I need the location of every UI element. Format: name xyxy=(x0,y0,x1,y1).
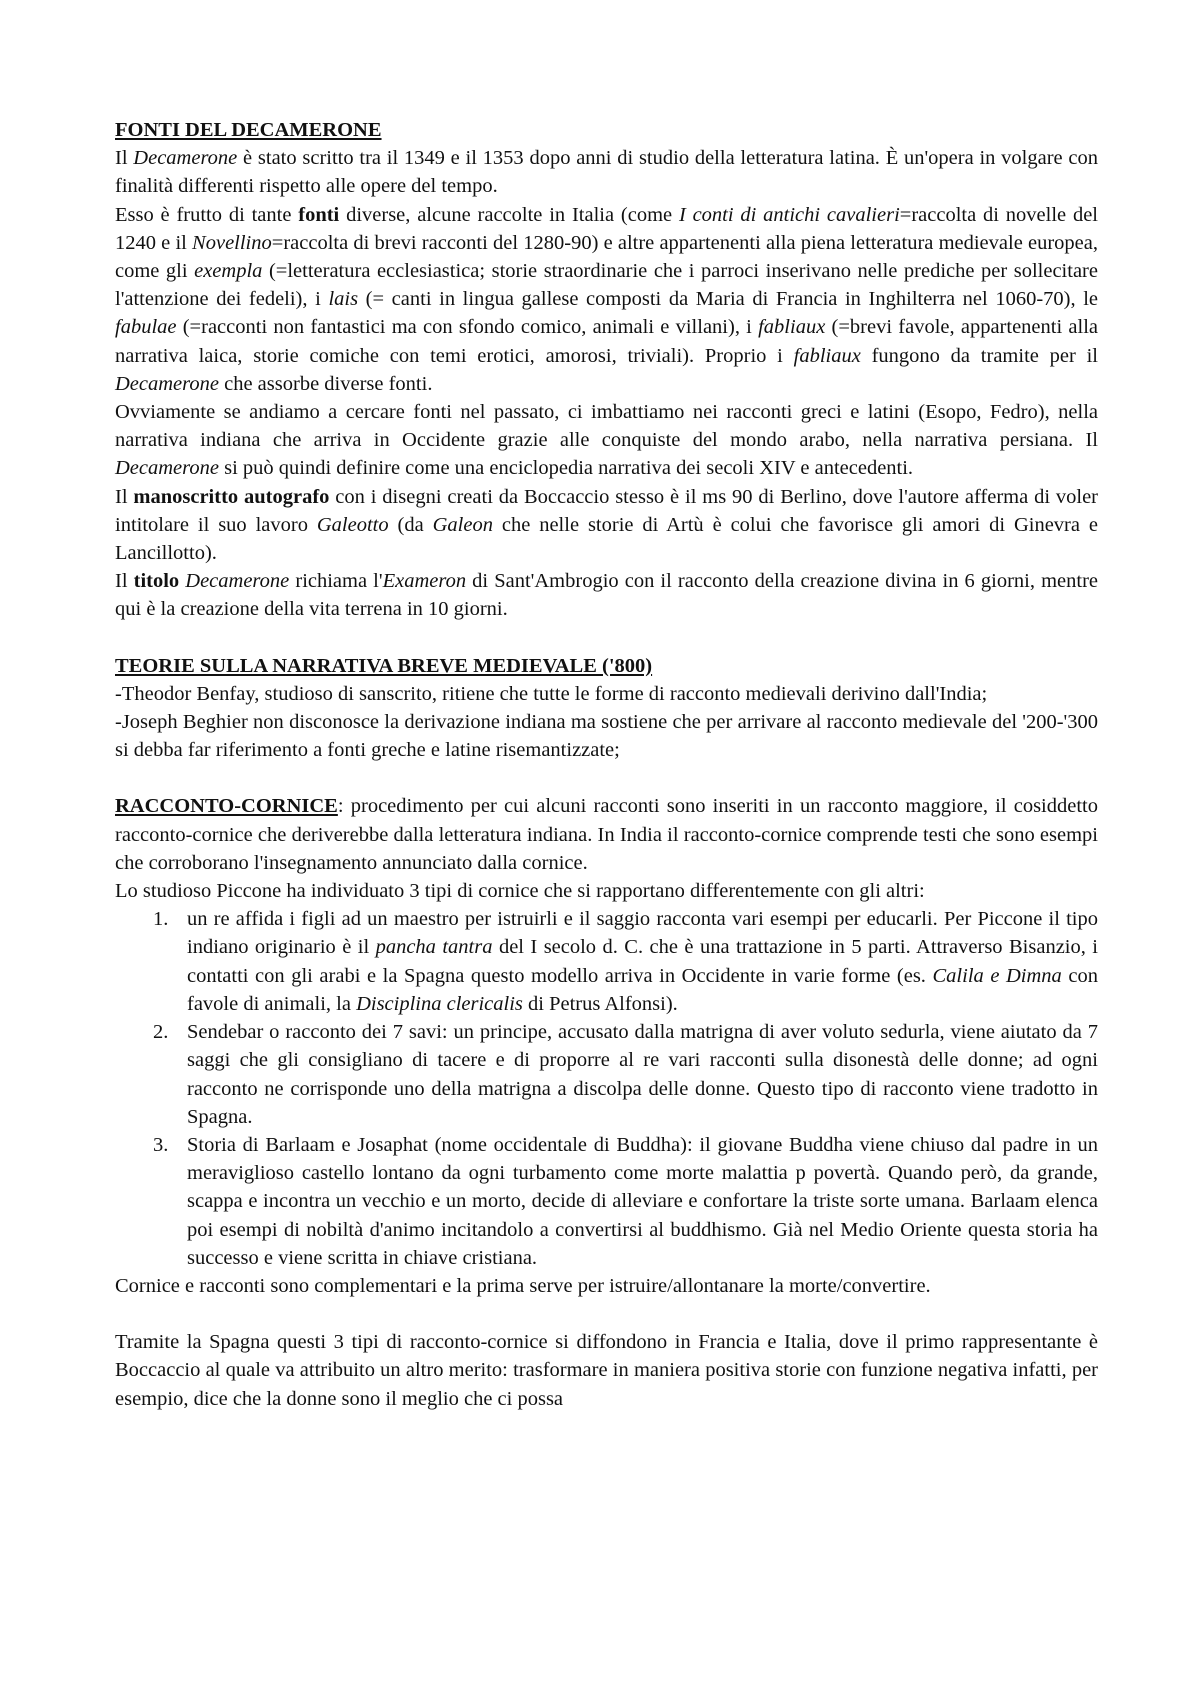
heading-teorie-narrativa: TEORIE SULLA NARRATIVA BREVE MEDIEVALE ('800) xyxy=(115,654,653,677)
text-run: =raccolta di brevi racconti del 1280-90) e altre appartenenti alla piena letteratura medievale europea, come gli xyxy=(115,231,1098,283)
paragraph xyxy=(115,483,1098,568)
heading-racconto-cornice: RACCONTO-CORNICE xyxy=(115,795,338,818)
italic-text: Decamerone xyxy=(115,372,219,395)
italic-text: pancha tantra xyxy=(375,936,493,959)
bold-text: manoscritto autografo xyxy=(133,485,330,508)
list-number: 2. xyxy=(153,1021,169,1044)
text-run: (=racconti non fantastici ma con sfondo comico, animali e villani), i xyxy=(176,316,759,339)
text-run: di Sant'Ambrogio con il racconto della creazione divina in 6 giorni, mentre qui è la creazione della vita terrena in 10 giorni. xyxy=(115,570,1099,621)
text-run: di Petrus Alfonsi). xyxy=(522,992,678,1015)
italic-text: fabliaux xyxy=(758,316,826,339)
list-item-text xyxy=(187,1134,1098,1269)
text-run: Il xyxy=(115,570,134,593)
paragraph xyxy=(115,144,1098,200)
text-run: Il xyxy=(115,485,134,508)
numbered-list xyxy=(115,905,1098,1272)
text-run: è stato scritto tra il 1349 e il 1353 dopo anni di studio della letteratura latina. È un'opera in volgare con finalità differenti rispetto alle opere del tempo. xyxy=(115,147,1098,198)
list-item-text xyxy=(187,908,1098,1015)
text-run: del I secolo d. C. che è una trattazione in 5 parti. Attraverso Bisanzio, i contatti con gli arabi e la Spagna questo modello arriva in Occidente in varie forme (es. xyxy=(187,936,1098,987)
text-run: Storia di Barlaam e Josaphat (nome occidentale di Buddha): il giovane Buddha viene chiuso dal padre in un meraviglioso castello lontano da ogni turbamento come morte malattia p povertà. Quando però, da grande, scappa e incontra un vecchio e un morto, decide di alleviare e confortare la triste sorte umana. Barlaam elenca poi esempi di nobiltà d'animo incitandolo a convertirsi al buddhismo. Già nel Medio Oriente questa storia ha successo e viene scritta in chiave cristiana. xyxy=(187,1133,1098,1269)
list-item xyxy=(115,905,1098,1018)
italic-text: Novellino xyxy=(192,231,272,254)
text-run: =raccolta di novelle del 1240 e il xyxy=(115,203,1098,254)
text-run: Sendebar o racconto dei 7 savi: un principe, accusato dalla matrigna di aver voluto sedurla, viene aiutato da 7 saggi che gli consigliano di tacere e di proporre al re vari racconti sulla disonestà delle donne; ad ogni racconto ne corrisponde uno della matrigna a discolpa delle donne. Questo tipo di racconto viene tradotto in Spagna. xyxy=(187,1021,1098,1128)
paragraph: -Theodor Benfay, studioso di sanscrito, ritiene che tutte le forme di racconto medievali derivino dall'India; xyxy=(115,682,988,705)
list-item-text xyxy=(187,1021,1098,1128)
italic-text: Disciplina clericalis xyxy=(356,992,523,1015)
italic-text: Galeon xyxy=(432,513,493,536)
italic-text: fabliaux xyxy=(793,344,861,367)
italic-text: Decamerone xyxy=(133,147,238,170)
text-run: fungono da tramite per il xyxy=(860,344,1098,367)
italic-text: Exameron xyxy=(382,570,467,593)
paragraph xyxy=(115,567,1098,623)
paragraph xyxy=(115,398,1098,483)
text-run: Il xyxy=(115,147,134,170)
text-run: (=letteratura ecclesiastica; storie straordinarie che i parroci inserivano nelle prediche per sollecitare l'attenzione dei fedeli), i xyxy=(115,260,1098,311)
text-run: (da xyxy=(388,513,433,536)
text-run: che assorbe diverse fonti. xyxy=(218,372,433,395)
paragraph: Cornice e racconti sono complementari e la prima serve per istruire/allontanare la morte/convertire. xyxy=(115,1274,931,1297)
spacer xyxy=(115,764,1098,792)
text-run: Ovviamente se andiamo a cercare fonti nel passato, ci imbattiamo nei racconti greci e latini (Esopo, Fedro), nella narrativa indiana che arriva in Occidente grazie alle conquiste del mondo arabo, nella narrativa persiana. Il xyxy=(115,401,1098,452)
bold-text: titolo xyxy=(133,570,180,593)
italic-text: fabulae xyxy=(115,316,177,339)
spacer xyxy=(115,1300,1098,1328)
text-run: Esso è frutto di tante xyxy=(115,203,299,226)
list-item xyxy=(115,1018,1098,1131)
italic-text: I conti di antichi cavalieri xyxy=(678,203,900,226)
text-run: che nelle storie di Artù è colui che favorisce gli amori di Ginevra e Lancillotto). xyxy=(115,513,1098,565)
italic-text: Calila e Dimna xyxy=(932,964,1062,987)
italic-text: Decamerone xyxy=(115,457,219,480)
paragraph: Tramite la Spagna questi 3 tipi di racconto-cornice si diffondono in Francia e Italia, dove il primo rappresentante è Boccaccio al quale va attribuito un altro merito: trasformare in maniera positiva storie con funzione negativa infatti, per esempio, dice che la donne sono il meglio che ci possa xyxy=(115,1331,1098,1410)
bold-text: fonti xyxy=(298,203,340,226)
paragraph-text: : procedimento per cui alcuni racconti sono inseriti in un racconto maggiore, il cosiddetto racconto-cornice che deriverebbe dalla letteratura indiana. In India il racconto-cornice comprende testi che sono esempi che corroborano l'insegnamento annunciato dalla cornice. xyxy=(115,795,1098,874)
italic-text: lais xyxy=(328,288,359,311)
text-run: (= canti in lingua gallese composti da Maria di Francia in Inghilterra nel 1060-70), le xyxy=(358,288,1099,311)
paragraph: Lo studioso Piccone ha individuato 3 tipi di cornice che si rapportano differentemente con gli altri: xyxy=(115,880,925,903)
text-run: si può quindi definire come una enciclopedia narrativa dei secoli XIV e antecedenti. xyxy=(218,457,914,480)
text-run: (=brevi favole, appartenenti alla narrativa laica, storie comiche con temi erotici, amorosi, triviali). Proprio i xyxy=(115,316,1098,367)
italic-text: Galeotto xyxy=(316,513,389,536)
text-run: un re affida i figli ad un maestro per istruirli e il saggio racconta vari esempi per educarli. Per Piccone il tipo indiano originario è il xyxy=(187,908,1098,959)
text-run: richiama l' xyxy=(289,570,383,593)
spacer xyxy=(115,624,1098,652)
heading-fonti-decamerone: FONTI DEL DECAMERONE xyxy=(115,119,382,141)
paragraph-racconto-cornice xyxy=(115,792,1098,877)
paragraph: -Joseph Beghier non disconosce la derivazione indiana ma sostiene che per arrivare al racconto medievale del '200-'300 si debba far riferimento a fonti greche e latine risemantizzate; xyxy=(115,711,1098,762)
italic-text: Decamerone xyxy=(185,570,290,593)
list-number: 1. xyxy=(153,908,169,931)
text-run: con favole di animali, la xyxy=(187,964,1098,1015)
list-number: 3. xyxy=(153,1133,169,1156)
italic-text: exempla xyxy=(194,260,263,283)
text-run: diverse, alcune raccolte in Italia (come xyxy=(339,203,679,226)
list-item xyxy=(115,1131,1098,1272)
text-run: con i disegni creati da Boccaccio stesso è il ms 90 di Berlino, dove l'autore afferma di voler intitolare il suo lavoro xyxy=(115,485,1098,536)
paragraph xyxy=(115,201,1098,398)
